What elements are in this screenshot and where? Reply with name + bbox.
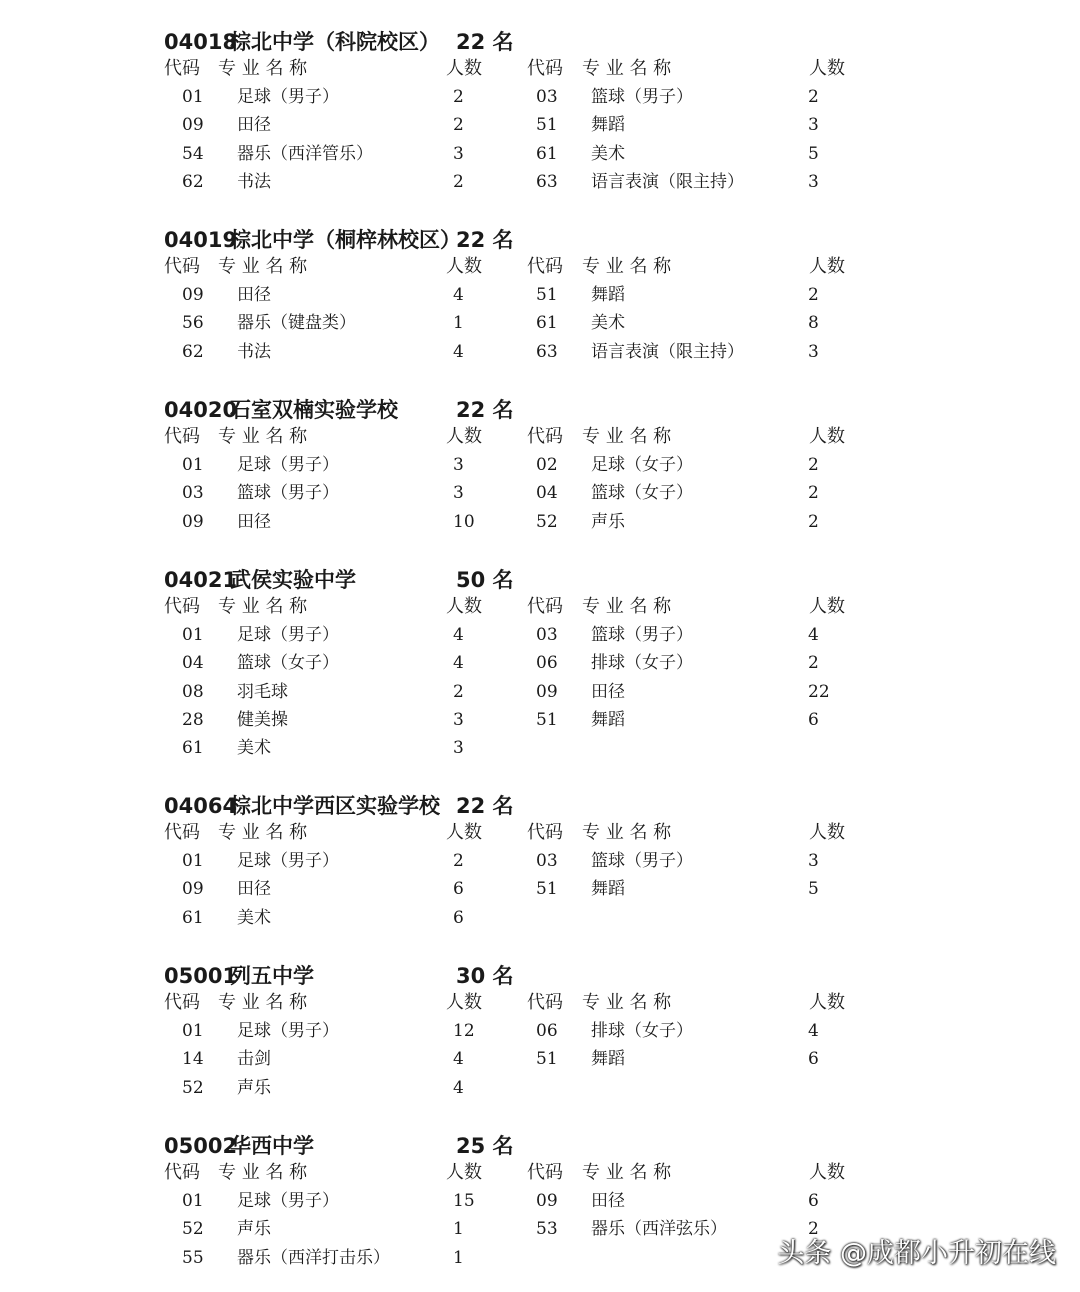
school-code: 05002 [164,1134,238,1158]
header-name: 专 业 名 称 [218,58,308,79]
item-count: 3 [453,483,464,504]
item-name: 足球（女子） [591,455,693,475]
table-row [0,309,1080,337]
item-code: 52 [182,1077,204,1098]
item-count: 6 [808,1049,819,1070]
header-code: 代码 [164,1162,200,1183]
item-code: 01 [182,625,204,645]
item-count: 3 [453,738,464,759]
item-count: 4 [453,1049,464,1070]
item-name: 书法 [237,341,271,362]
header-name: 专 业 名 称 [582,58,672,79]
school-quota: 25 名 [456,1134,514,1158]
item-count: 4 [808,1021,819,1041]
table-row [0,1074,1080,1102]
item-code: 09 [182,285,204,305]
header-name: 专 业 名 称 [582,822,672,843]
school-name: 列五中学 [230,964,314,988]
item-name: 排球（女子） [591,653,693,674]
school-title [0,565,1080,595]
item-count: 8 [808,313,819,334]
item-name: 篮球（男子） [591,625,693,645]
school-code: 05001 [164,964,238,988]
header-code: 代码 [164,426,200,447]
item-code: 51 [536,709,558,730]
column-header-row [0,55,1080,83]
item-name: 声乐 [591,511,625,532]
item-name: 舞蹈 [591,115,625,136]
item-code: 01 [182,1021,204,1041]
item-count: 2 [453,681,464,702]
header-code: 代码 [527,1162,563,1183]
header-name: 专 业 名 称 [582,1162,672,1183]
item-code: 28 [182,709,204,730]
header-name: 专 业 名 称 [218,992,308,1013]
item-name: 舞蹈 [591,1049,625,1070]
table-row [0,734,1080,762]
item-code: 09 [182,115,204,136]
item-name: 羽毛球 [237,681,288,702]
item-code: 04 [182,653,204,674]
item-code: 53 [536,1219,558,1240]
school-block [0,27,1080,192]
item-count: 2 [808,653,819,674]
item-code: 04 [536,483,558,504]
item-code: 56 [182,313,204,334]
table-row [0,281,1080,309]
item-count: 4 [453,625,464,645]
item-count: 4 [453,1077,464,1098]
school-name: 武侯实验中学 [230,568,356,592]
item-count: 12 [453,1021,475,1041]
item-count: 1 [453,1247,464,1268]
item-name: 美术 [237,738,271,759]
item-name: 田径 [591,681,625,702]
table-row [0,83,1080,111]
item-code: 09 [182,511,204,532]
item-name: 器乐（西洋弦乐） [591,1219,727,1240]
header-name: 专 业 名 称 [582,596,672,617]
item-name: 篮球（男子） [591,87,693,107]
school-title [0,27,1080,57]
school-code: 04021 [164,568,238,592]
item-code: 06 [536,653,558,674]
item-count: 4 [808,625,819,645]
item-name: 器乐（键盘类） [237,313,356,334]
item-name: 声乐 [237,1219,271,1240]
header-count: 人数 [809,256,845,277]
table-row [0,111,1080,139]
header-name: 专 业 名 称 [582,256,672,277]
item-count: 2 [808,87,819,107]
school-quota: 22 名 [456,228,514,252]
header-count: 人数 [809,58,845,79]
item-name: 声乐 [237,1077,271,1098]
header-name: 专 业 名 称 [218,426,308,447]
item-name: 语言表演（限主持） [591,341,744,362]
school-name: 棕北中学（桐梓林校区） [230,228,461,252]
item-code: 03 [536,625,558,645]
table-row [0,508,1080,536]
column-header-row [0,1159,1080,1187]
item-count: 6 [453,907,464,928]
school-quota: 22 名 [456,398,514,422]
table-row [0,621,1080,649]
item-count: 3 [453,709,464,730]
table-row [0,706,1080,734]
item-name: 篮球（男子） [237,483,339,504]
item-count: 2 [453,851,464,871]
header-count: 人数 [809,596,845,617]
school-block [0,225,1080,385]
item-name: 足球（男子） [237,851,339,871]
item-code: 09 [182,879,204,900]
column-header-row [0,423,1080,451]
school-title [0,791,1080,821]
item-code: 55 [182,1247,204,1268]
header-code: 代码 [527,822,563,843]
item-name: 击剑 [237,1049,271,1070]
item-count: 1 [453,313,464,334]
item-code: 09 [536,1191,558,1211]
item-code: 63 [536,341,558,362]
item-count: 3 [453,143,464,164]
header-count: 人数 [809,992,845,1013]
item-count: 3 [808,171,819,192]
item-name: 田径 [237,285,271,305]
item-code: 61 [182,907,204,928]
item-code: 51 [536,1049,558,1070]
item-name: 器乐（西洋打击乐） [237,1247,390,1268]
table-row [0,649,1080,677]
item-count: 2 [808,285,819,305]
item-code: 51 [536,115,558,136]
item-count: 3 [808,115,819,136]
item-name: 语言表演（限主持） [591,171,744,192]
header-name: 专 业 名 称 [582,992,672,1013]
school-name: 石室双楠实验学校 [230,398,398,422]
school-code: 04020 [164,398,238,422]
item-code: 51 [536,879,558,900]
school-quota: 50 名 [456,568,514,592]
header-count: 人数 [809,1162,845,1183]
header-count: 人数 [446,596,482,617]
school-title [0,961,1080,991]
school-block [0,791,1080,951]
item-code: 54 [182,143,204,164]
school-quota: 22 名 [456,30,514,54]
school-name: 棕北中学（科院校区） [230,30,440,54]
table-row [0,1017,1080,1045]
school-block [0,961,1080,1121]
item-code: 51 [536,285,558,305]
item-code: 14 [182,1049,204,1070]
item-name: 田径 [237,115,271,136]
item-code: 52 [536,511,558,532]
item-code: 01 [182,1191,204,1211]
item-name: 美术 [591,313,625,334]
table-row [0,847,1080,875]
item-code: 06 [536,1021,558,1041]
item-count: 6 [808,1191,819,1211]
header-count: 人数 [446,822,482,843]
item-code: 03 [536,851,558,871]
item-count: 3 [453,455,464,475]
item-name: 篮球（女子） [591,483,693,504]
item-count: 10 [453,511,475,532]
table-row [0,875,1080,903]
header-name: 专 业 名 称 [582,426,672,447]
header-code: 代码 [527,596,563,617]
table-row [0,678,1080,706]
header-count: 人数 [446,58,482,79]
header-name: 专 业 名 称 [218,256,308,277]
item-count: 2 [808,1219,819,1240]
school-title [0,225,1080,255]
item-code: 63 [536,171,558,192]
item-name: 足球（男子） [237,455,339,475]
header-code: 代码 [164,822,200,843]
school-block [0,565,1080,759]
header-code: 代码 [527,992,563,1013]
table-row [0,1187,1080,1215]
item-name: 舞蹈 [591,285,625,305]
item-name: 足球（男子） [237,1191,339,1211]
column-header-row [0,593,1080,621]
item-code: 09 [536,681,558,702]
item-name: 美术 [237,907,271,928]
header-count: 人数 [446,426,482,447]
header-code: 代码 [527,256,563,277]
item-count: 2 [453,87,464,107]
column-header-row [0,989,1080,1017]
item-count: 2 [808,511,819,532]
header-count: 人数 [446,992,482,1013]
item-code: 61 [536,143,558,164]
school-code: 04064 [164,794,238,818]
item-name: 排球（女子） [591,1021,693,1041]
item-code: 01 [182,87,204,107]
item-name: 健美操 [237,709,288,730]
item-count: 22 [808,681,830,702]
item-name: 田径 [237,511,271,532]
school-quota: 22 名 [456,794,514,818]
item-count: 2 [808,455,819,475]
item-name: 舞蹈 [591,879,625,900]
column-header-row [0,819,1080,847]
header-name: 专 业 名 称 [218,1162,308,1183]
item-name: 书法 [237,171,271,192]
item-code: 62 [182,171,204,192]
item-count: 3 [808,341,819,362]
item-code: 52 [182,1219,204,1240]
school-name: 华西中学 [230,1134,314,1158]
item-count: 4 [453,341,464,362]
header-count: 人数 [446,1162,482,1183]
item-name: 足球（男子） [237,625,339,645]
table-row [0,338,1080,366]
item-code: 03 [182,483,204,504]
item-code: 08 [182,681,204,702]
header-count: 人数 [446,256,482,277]
table-row [0,451,1080,479]
school-title [0,1131,1080,1161]
school-name: 棕北中学西区实验学校 [230,794,440,818]
item-code: 03 [536,87,558,107]
header-count: 人数 [809,822,845,843]
item-count: 2 [808,483,819,504]
item-name: 田径 [591,1191,625,1211]
item-count: 6 [808,709,819,730]
item-count: 5 [808,143,819,164]
item-count: 1 [453,1219,464,1240]
header-count: 人数 [809,426,845,447]
item-name: 美术 [591,143,625,164]
item-count: 4 [453,653,464,674]
item-code: 01 [182,851,204,871]
school-code: 04018 [164,30,238,54]
table-row [0,168,1080,196]
item-count: 4 [453,285,464,305]
table-row [0,479,1080,507]
item-count: 5 [808,879,819,900]
column-header-row [0,253,1080,281]
item-count: 2 [453,115,464,136]
item-count: 15 [453,1191,475,1211]
watermark: 头条 @成都小升初在线 [777,1238,1056,1269]
school-code: 04019 [164,228,238,252]
item-code: 02 [536,455,558,475]
header-code: 代码 [527,58,563,79]
item-name: 足球（男子） [237,1021,339,1041]
header-code: 代码 [164,596,200,617]
item-code: 61 [182,738,204,759]
header-name: 专 业 名 称 [218,596,308,617]
item-code: 62 [182,341,204,362]
header-code: 代码 [164,256,200,277]
school-block [0,395,1080,555]
table-row [0,140,1080,168]
item-name: 足球（男子） [237,87,339,107]
table-row [0,904,1080,932]
item-code: 61 [536,313,558,334]
item-count: 6 [453,879,464,900]
item-name: 篮球（女子） [237,653,339,674]
item-code: 01 [182,455,204,475]
header-name: 专 业 名 称 [218,822,308,843]
school-title [0,395,1080,425]
header-code: 代码 [164,992,200,1013]
school-quota: 30 名 [456,964,514,988]
header-code: 代码 [164,58,200,79]
header-code: 代码 [527,426,563,447]
item-count: 3 [808,851,819,871]
item-name: 舞蹈 [591,709,625,730]
item-name: 田径 [237,879,271,900]
table-row [0,1045,1080,1073]
item-name: 篮球（男子） [591,851,693,871]
item-count: 2 [453,171,464,192]
item-name: 器乐（西洋管乐） [237,143,373,164]
